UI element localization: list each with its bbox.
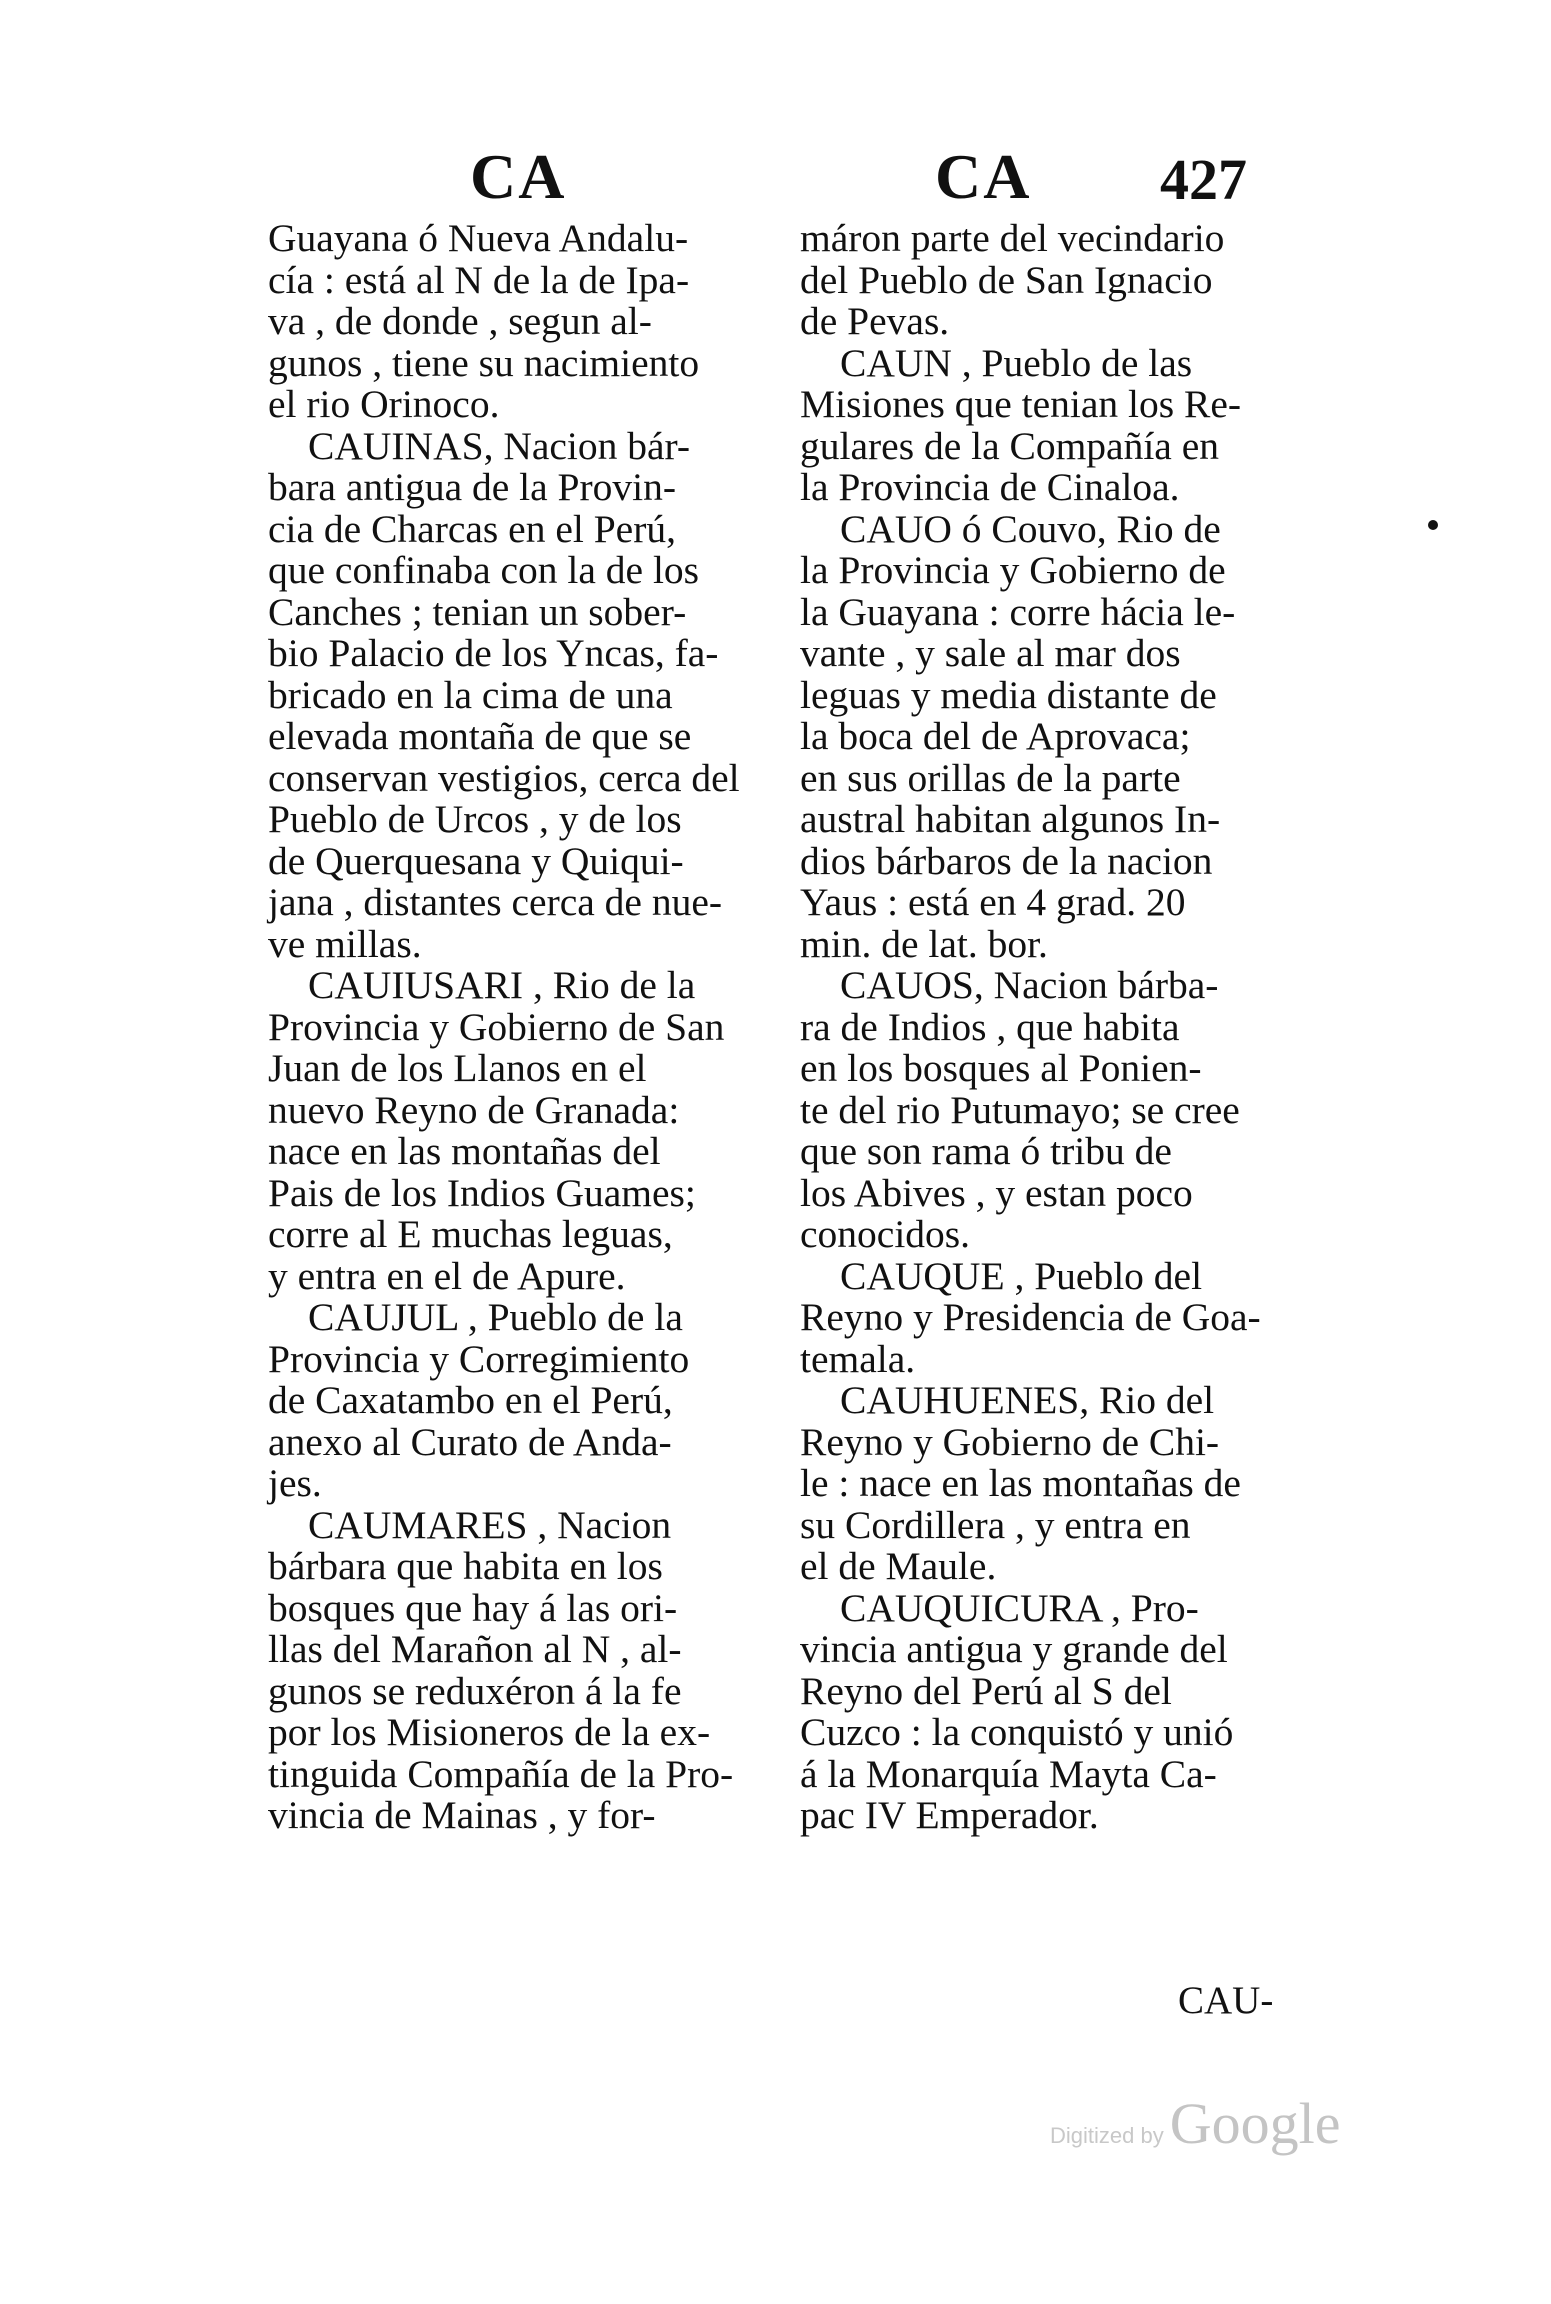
stamp-prefix: Digitized by (1050, 2123, 1164, 2148)
text-line: Yaus : está en 4 grad. 20 (800, 880, 1186, 924)
text-line: que son rama ó tribu de (800, 1129, 1172, 1173)
text-line: CAUQUE , Pueblo del (840, 1253, 1203, 1298)
text-line: dios bárbaros de la nacion (800, 838, 1213, 883)
text-line: el rio Orinoco. (268, 382, 500, 426)
text-line: nuevo Reyno de Granada: (268, 1087, 680, 1132)
text-line: CAUO ó Couvo, Rio de (840, 506, 1221, 551)
text-line: CAUINAS, Nacion bár- (308, 423, 691, 468)
text-line: y entra en el de Apure. (268, 1253, 626, 1298)
text-line: leguas y media distante de (800, 672, 1217, 717)
text-line: CAUHUENES, Rio del (840, 1378, 1215, 1422)
text-line: por los Misioneros de la ex- (268, 1710, 711, 1754)
text-line: tinguida Compañía de la Pro- (268, 1751, 734, 1796)
page-number: 427 (1160, 147, 1247, 212)
text-line: en sus orillas de la parte (800, 755, 1181, 800)
text-line: de Pevas. (800, 299, 950, 343)
text-line: anexo al Curato de Anda- (268, 1419, 672, 1464)
catchword: CAU- (1178, 1979, 1274, 2022)
text-line: CAUN , Pueblo de las (840, 340, 1193, 385)
header-right: CA (935, 141, 1032, 212)
text-line: Guayana ó Nueva Andalu- (268, 216, 689, 260)
text-line: vincia de Mainas , y for- (268, 1793, 656, 1837)
text-line: cia de Charcas en el Perú, (268, 506, 676, 551)
text-line: que confinaba con la de los (268, 548, 700, 592)
text-line: cía : está al N de la de Ipa- (268, 257, 690, 302)
text-line: ra de Indios , que habita (800, 1004, 1180, 1049)
text-line: te del rio Putumayo; se cree (800, 1087, 1240, 1132)
text-line: Juan de los Llanos en el (268, 1046, 647, 1090)
text-line: de Querquesana y Quiqui- (268, 838, 684, 883)
text-line: del Pueblo de San Ignacio (800, 257, 1213, 302)
text-line: Provincia y Corregimiento (268, 1336, 690, 1381)
text-line: la Provincia de Cinaloa. (800, 465, 1180, 509)
text-line: á la Monarquía Mayta Ca- (800, 1751, 1217, 1796)
digitization-stamp (1050, 2090, 1340, 2157)
text-line: en los bosques al Ponien- (800, 1046, 1202, 1090)
text-line: llas del Marañon al N , al- (268, 1627, 682, 1671)
text-line: la Guayana : corre hácia le- (800, 589, 1236, 634)
running-header (0, 140, 1551, 220)
text-line: CAUIUSARI , Rio de la (308, 963, 696, 1007)
text-line: conocidos. (800, 1212, 971, 1256)
text-line: bio Palacio de los Yncas, fa- (268, 631, 719, 675)
text-line: Pais de los Indios Guames; (268, 1170, 696, 1215)
text-line: la boca del de Aprovaca; (800, 714, 1191, 758)
text-line: bosques que hay á las ori- (268, 1585, 678, 1630)
text-line: jana , distantes cerca de nue- (268, 880, 723, 924)
ink-dot (1428, 520, 1438, 530)
text-line: min. de lat. bor. (800, 921, 1048, 966)
left-column (268, 218, 768, 1837)
text-line: bara antigua de la Provin- (268, 465, 677, 509)
text-line: Reyno del Perú al S del (800, 1668, 1172, 1713)
text-line: ve millas. (268, 921, 422, 966)
text-line: CAUJUL , Pueblo de la (308, 1295, 683, 1339)
header-left: CA (470, 141, 567, 212)
text-line: Cuzco : la conquistó y unió (800, 1710, 1234, 1754)
text-line: Reyno y Presidencia de Goa- (800, 1295, 1261, 1339)
text-line: su Cordillera , y entra en (800, 1502, 1191, 1547)
text-line: los Abives , y estan poco (800, 1170, 1193, 1215)
text-line: el de Maule. (800, 1544, 997, 1588)
text-line: Misiones que tenian los Re- (800, 382, 1242, 426)
right-column (800, 218, 1310, 1837)
text-line: pac IV Emperador. (800, 1793, 1099, 1837)
text-line: CAUQUICURA , Pro- (840, 1585, 1199, 1630)
text-line: CAUOS, Nacion bárba- (840, 963, 1219, 1007)
text-line: le : nace en las montañas de (800, 1461, 1241, 1505)
text-line: la Provincia y Gobierno de (800, 548, 1226, 592)
text-line: gunos se reduxéron á la fe (268, 1668, 682, 1713)
text-line: gulares de la Compañía en (800, 423, 1219, 468)
text-line: elevada montaña de que se (268, 714, 692, 758)
text-line: Pueblo de Urcos , y de los (268, 797, 682, 841)
text-line: Reyno y Gobierno de Chi- (800, 1419, 1220, 1464)
text-line: conservan vestigios, cerca del (268, 755, 740, 800)
text-line: gunos , tiene su nacimiento (268, 340, 700, 385)
text-line: máron parte del vecindario (800, 216, 1225, 260)
text-line: Canches ; tenian un sober- (268, 589, 687, 634)
text-line: vincia antigua y grande del (800, 1627, 1228, 1671)
text-line: vante , y sale al mar dos (800, 631, 1181, 675)
text-line: va , de donde , segun al- (268, 299, 652, 343)
text-line: Provincia y Gobierno de San (268, 1004, 725, 1049)
text-line: bricado en la cima de una (268, 672, 673, 717)
text-line: de Caxatambo en el Perú, (268, 1378, 673, 1422)
text-line: austral habitan algunos In- (800, 797, 1221, 841)
text-line: temala. (800, 1336, 916, 1381)
text-line: corre al E muchas leguas, (268, 1212, 673, 1256)
text-line: CAUMARES , Nacion (308, 1502, 672, 1547)
text-line: jes. (268, 1461, 322, 1505)
text-line: nace en las montañas del (268, 1129, 661, 1173)
google-logo: Google (1169, 2091, 1341, 2156)
text-line: bárbara que habita en los (268, 1544, 663, 1588)
